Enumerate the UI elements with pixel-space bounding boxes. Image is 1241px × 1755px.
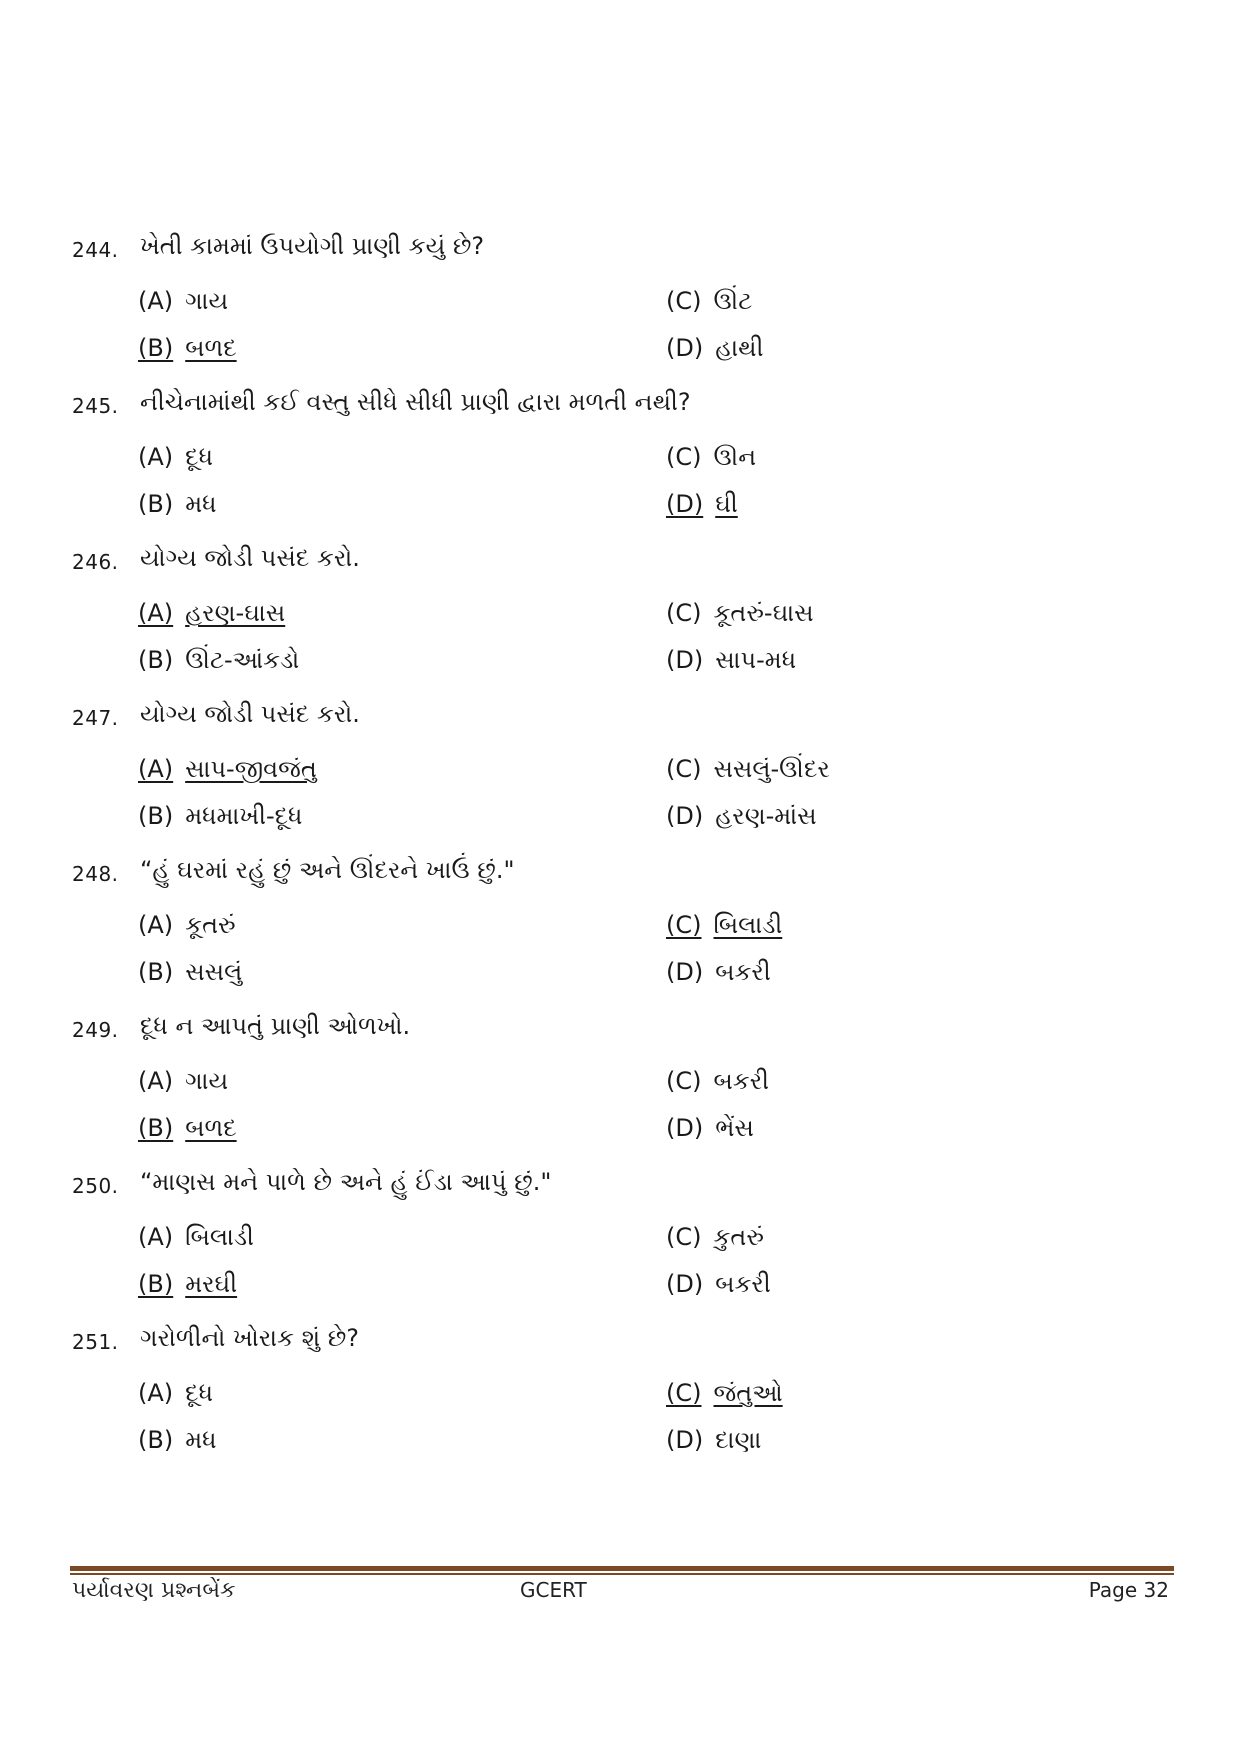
- option-c: (C) કુતરું: [666, 1223, 764, 1251]
- question-text: દૂધ ન આપતું પ્રાણી ઓળખો.: [140, 1012, 411, 1040]
- option-c-correct: (C) જંતુઓ: [666, 1379, 783, 1407]
- footer-publisher: GCERT: [520, 1578, 587, 1602]
- option-a: (A) ગાય: [138, 287, 229, 315]
- option-b: (B) સસલું: [138, 958, 243, 986]
- question-text: નીચેનામાંથી કઈ વસ્તુ સીધે સીધી પ્રાણી દ્વારા મળતી નથી?: [140, 388, 691, 416]
- question-number: 250.: [72, 1174, 119, 1198]
- option-b: (B) ઊંટ-આંકડો: [138, 646, 300, 674]
- option-b-correct: (B) બળદ: [138, 334, 237, 362]
- option-c: (C) બકરી: [666, 1067, 769, 1095]
- question-number: 248.: [72, 862, 119, 886]
- question-246: [72, 544, 1172, 694]
- question-number: 244.: [72, 238, 119, 262]
- option-a-correct: (A) સાપ-જીવજંતુ: [138, 755, 317, 783]
- question-251: [72, 1324, 1172, 1474]
- option-a: (A) બિલાડી: [138, 1223, 254, 1251]
- question-248: [72, 856, 1172, 1006]
- footer-page-number: Page 32: [1088, 1578, 1169, 1602]
- option-a: (A) કૂતરું: [138, 911, 236, 939]
- option-d-correct: (D) ઘી: [666, 490, 738, 518]
- option-c: (C) ઊન: [666, 443, 757, 471]
- option-d: (D) હરણ-માંસ: [666, 802, 817, 830]
- option-b: (B) મધમાખી-દૂધ: [138, 802, 303, 830]
- question-244: [72, 232, 1172, 382]
- option-b-correct: (B) બળદ: [138, 1114, 237, 1142]
- option-d: (D) ભેંસ: [666, 1114, 754, 1142]
- option-a: (A) દૂધ: [138, 1379, 213, 1407]
- question-text: ગરોળીનો ખોરાક શું છે?: [140, 1324, 360, 1352]
- question-number: 249.: [72, 1018, 119, 1042]
- option-c-correct: (C) બિલાડી: [666, 911, 783, 939]
- option-a-correct: (A) હરણ-ઘાસ: [138, 599, 286, 627]
- option-d: (D) બકરી: [666, 1270, 771, 1298]
- question-number: 246.: [72, 550, 119, 574]
- option-b: (B) મધ: [138, 1426, 217, 1454]
- option-a: (A) ગાય: [138, 1067, 229, 1095]
- option-b: (B) મધ: [138, 490, 217, 518]
- footer-book-title: પર્યાવરણ પ્રશ્નબેંક: [72, 1578, 236, 1603]
- option-d: (D) હાથી: [666, 334, 764, 362]
- option-d: (D) સાપ-મધ: [666, 646, 797, 674]
- question-number: 245.: [72, 394, 119, 418]
- option-c: (C) સસલું-ઊંદર: [666, 755, 830, 783]
- option-d: (D) બકરી: [666, 958, 771, 986]
- question-number: 251.: [72, 1330, 119, 1354]
- option-c: (C) કૂતરું-ઘાસ: [666, 599, 814, 627]
- question-text: યોગ્ય જોડી પસંદ કરો.: [140, 700, 360, 728]
- question-250: [72, 1168, 1172, 1318]
- question-245: [72, 388, 1172, 538]
- question-text: ખેતી કામમાં ઉપયોગી પ્રાણી કયું છે?: [140, 232, 485, 260]
- option-b-correct: (B) મરઘી: [138, 1270, 238, 1298]
- question-text: યોગ્ય જોડી પસંદ કરો.: [140, 544, 360, 572]
- question-249: [72, 1012, 1172, 1162]
- question-text: “હું ઘરમાં રહું છું અને ઊંદરને ખાઉં છું.": [140, 856, 515, 884]
- question-text: “માણસ મને પાળે છે અને હું ઈંડા આપું છું.": [140, 1168, 552, 1196]
- option-d: (D) દાણા: [666, 1426, 762, 1454]
- question-247: [72, 700, 1172, 850]
- option-c: (C) ઊંટ: [666, 287, 753, 315]
- question-number: 247.: [72, 706, 119, 730]
- option-a: (A) દૂધ: [138, 443, 213, 471]
